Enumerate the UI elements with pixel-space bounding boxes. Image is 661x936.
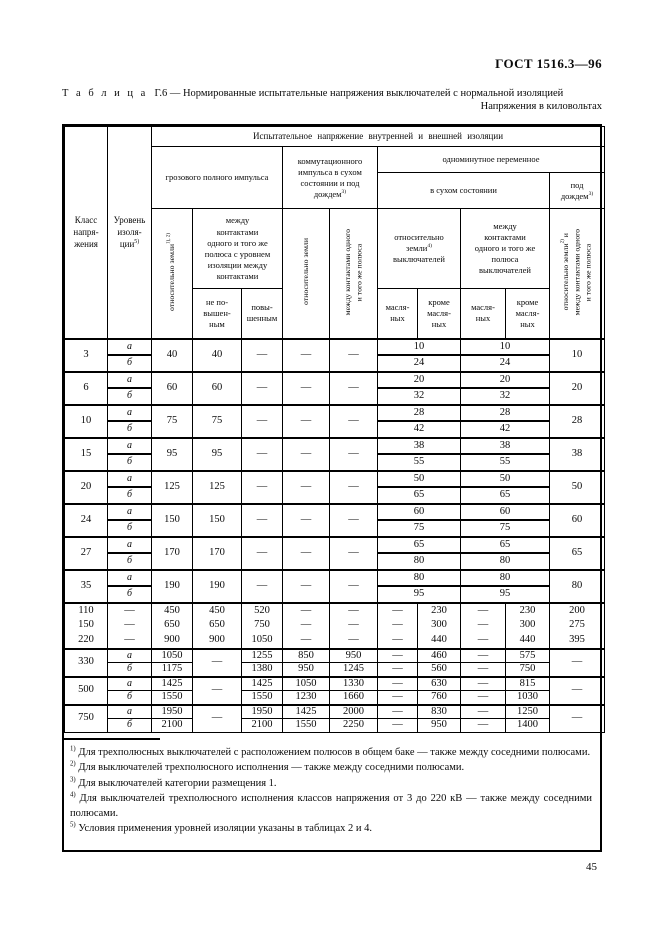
- table-cell: 24: [461, 355, 550, 372]
- table-cell: —: [283, 405, 330, 438]
- page-number: 45: [586, 860, 597, 873]
- units-note: Напряжения в киловольтах: [480, 101, 602, 113]
- insulation-level-cell: б: [108, 663, 152, 677]
- table-row: [65, 570, 605, 587]
- table-cell: —: [330, 504, 378, 537]
- table-caption: [62, 87, 602, 100]
- table-cell: 10: [461, 339, 550, 356]
- insulation-level-cell: б: [108, 487, 152, 504]
- table-cell: 55: [461, 454, 550, 471]
- table-cell: 1250: [506, 705, 550, 719]
- table-cell: 24: [378, 355, 461, 372]
- table-cell: 170: [152, 537, 193, 570]
- vertical-label: относительно земли$^{2)}$ и между контактами одного и того же полюса: [559, 228, 593, 316]
- table-cell: 50: [550, 471, 605, 504]
- voltage-class-cell: 500: [65, 677, 108, 705]
- table-row: [65, 471, 605, 488]
- table-cell: 150: [152, 504, 193, 537]
- table-cell: 460: [418, 649, 461, 663]
- table-cell: —: [283, 570, 330, 603]
- table-cell: 60: [152, 372, 193, 405]
- footnotes: [64, 738, 600, 850]
- insulation-level-cell: а: [108, 677, 152, 691]
- table-cell: 42: [461, 421, 550, 438]
- table-cell: 1175: [152, 663, 193, 677]
- table-header: [65, 127, 605, 339]
- table-cell: 80: [550, 570, 605, 603]
- table-cell: —: [242, 537, 283, 570]
- table-cell: 630: [418, 677, 461, 691]
- table-row: [65, 405, 605, 422]
- table-cell: —: [378, 691, 418, 705]
- table-cell: —: [330, 438, 378, 471]
- table-cell: —: [193, 677, 242, 705]
- table-cell: —: [242, 471, 283, 504]
- table-cell: 38: [378, 438, 461, 455]
- header-lightning-impulse: грозового полного импульса: [152, 147, 283, 209]
- insulation-level-cell: а: [108, 649, 152, 663]
- table-cell: —: [242, 339, 283, 372]
- table-cell: 1550: [242, 691, 283, 705]
- table-row: [65, 691, 605, 705]
- table-cell: 850: [283, 649, 330, 663]
- table-cell: 65: [461, 487, 550, 504]
- table-row: [65, 719, 605, 733]
- table-cell: — — —: [330, 603, 378, 649]
- table-cell: 2100: [152, 719, 193, 733]
- table-cell: 60: [461, 504, 550, 521]
- header-oil-breakers: масля- ных: [461, 289, 506, 339]
- header-switching-impulse: коммутационного импульса в сухом состоянии и под дождем$^{3)}$: [283, 147, 378, 209]
- table-cell: —: [242, 504, 283, 537]
- header-between-contacts-breakers: между контактами одного и того же полюса выключателей: [461, 209, 550, 289]
- table-row: [65, 504, 605, 521]
- table-cell: 1550: [283, 719, 330, 733]
- table-row: [65, 649, 605, 663]
- insulation-level-cell: а: [108, 438, 152, 455]
- standard-number: ГОСТ 1516.3—96: [495, 56, 602, 71]
- header-rel-ground-12: [152, 209, 193, 339]
- table-cell: —: [378, 677, 418, 691]
- table-cell: 20: [378, 372, 461, 389]
- table-cell: —: [378, 663, 418, 677]
- table-cell: 2250: [330, 719, 378, 733]
- table-cell: 575: [506, 649, 550, 663]
- insulation-level-cell: а: [108, 570, 152, 587]
- table-cell: 1050: [152, 649, 193, 663]
- table-cell: 75: [193, 405, 242, 438]
- footnote-list: [70, 746, 592, 837]
- table-cell: 28: [461, 405, 550, 422]
- vertical-label: между контактами одного и того же полюса: [343, 228, 364, 316]
- table-cell: —: [550, 677, 605, 705]
- table-cell: —: [461, 719, 506, 733]
- table-cell: 125: [193, 471, 242, 504]
- table-cell: 1425: [283, 705, 330, 719]
- table-row: [65, 705, 605, 719]
- footnote: $^{1)}$ Для трехполюсных выключателей с расположением полюсов в общем баке — также между соседними полюсами.: [70, 745, 591, 758]
- header-under-rain: под дождем$^{3)}$: [550, 173, 605, 209]
- table-cell: 815: [506, 677, 550, 691]
- header-rel-ground: [283, 209, 330, 339]
- table-cell: —: [461, 691, 506, 705]
- table-cell: 10: [550, 339, 605, 372]
- table-caption-label: Т а б л и ц а: [62, 88, 148, 99]
- header-main: Испытательное напряжение внутренней и внешней изоляции: [152, 127, 605, 147]
- header-row: [65, 127, 605, 147]
- table-cell: —: [550, 705, 605, 733]
- table-cell: —: [242, 372, 283, 405]
- table-cell: 230 300 440: [506, 603, 550, 649]
- table-cell: 28: [550, 405, 605, 438]
- table-body: [65, 339, 605, 733]
- footnote: $^{3)}$ Для выключателей категории размещения 1.: [70, 776, 277, 789]
- table-cell: —: [283, 537, 330, 570]
- table-cell: 560: [418, 663, 461, 677]
- table-cell: 80: [461, 570, 550, 587]
- header-between-contacts: [330, 209, 378, 339]
- insulation-level-cell: а: [108, 504, 152, 521]
- header-dry-condition: в сухом состоянии: [378, 173, 550, 209]
- table-cell: —: [461, 663, 506, 677]
- footnote-separator: [64, 738, 160, 740]
- insulation-level-cell: б: [108, 355, 152, 372]
- voltage-class-cell: 15: [65, 438, 108, 471]
- insulation-level-cell: б: [108, 586, 152, 603]
- table-cell: 230 300 440: [418, 603, 461, 649]
- header-voltage-class: Класс напря- жения: [65, 127, 108, 339]
- vertical-label: относительно земли$^{1), 2)}$: [165, 232, 177, 311]
- table-row: [65, 603, 605, 649]
- table-cell: 950: [283, 663, 330, 677]
- table-cell: 32: [378, 388, 461, 405]
- table-cell: —: [283, 504, 330, 537]
- table-cell: 40: [152, 339, 193, 372]
- table-cell: —: [283, 471, 330, 504]
- table-cell: 65: [550, 537, 605, 570]
- table-cell: — — —: [283, 603, 330, 649]
- table-cell: —: [378, 719, 418, 733]
- table-cell: —: [330, 570, 378, 603]
- insulation-level-cell: б: [108, 388, 152, 405]
- table-caption-text: Г.6 — Нормированные испытательные напряжения выключателей с нормальной изоляцией: [154, 88, 564, 99]
- insulation-level-cell: б: [108, 454, 152, 471]
- table-cell: 1230: [283, 691, 330, 705]
- table-cell: 60: [378, 504, 461, 521]
- voltage-class-cell: 3: [65, 339, 108, 372]
- voltage-class-cell: 20: [65, 471, 108, 504]
- table-cell: —: [378, 649, 418, 663]
- table-row: [65, 537, 605, 554]
- insulation-level-cell: б: [108, 691, 152, 705]
- table-row: [65, 677, 605, 691]
- table-cell: 2000: [330, 705, 378, 719]
- voltage-class-cell: 10: [65, 405, 108, 438]
- table-cell: —: [242, 570, 283, 603]
- table-cell: 170: [193, 537, 242, 570]
- table-cell: —: [461, 677, 506, 691]
- table-cell: 1550: [152, 691, 193, 705]
- header-oil-breakers: масля- ных: [378, 289, 418, 339]
- voltage-class-cell: 35: [65, 570, 108, 603]
- table-cell: —: [283, 372, 330, 405]
- table-cell: 125: [152, 471, 193, 504]
- table-cell: 95: [193, 438, 242, 471]
- table-cell: —: [242, 438, 283, 471]
- table-cell: 55: [378, 454, 461, 471]
- table-cell: 28: [378, 405, 461, 422]
- table-row: [65, 339, 605, 356]
- voltage-class-cell: 6: [65, 372, 108, 405]
- table-cell: 20: [461, 372, 550, 389]
- table-cell: 75: [378, 520, 461, 537]
- table-cell: —: [283, 438, 330, 471]
- table-cell: 1030: [506, 691, 550, 705]
- table-cell: 2100: [242, 719, 283, 733]
- table-cell: — — —: [378, 603, 418, 649]
- voltage-class-cell: 330: [65, 649, 108, 677]
- table-cell: 1950: [242, 705, 283, 719]
- table-cell: 40: [193, 339, 242, 372]
- footnote: $^{5)}$ Условия применения уровней изоляции указаны в таблицах 2 и 4.: [70, 821, 373, 835]
- table-cell: 760: [418, 691, 461, 705]
- insulation-level-cell: б: [108, 520, 152, 537]
- vertical-label: относительно земли: [301, 238, 311, 306]
- table-cell: 1660: [330, 691, 378, 705]
- insulation-level-cell: а: [108, 372, 152, 389]
- header-insulation-level: Уровень изоля- ции$^{5)}$: [108, 127, 152, 339]
- table-cell: —: [193, 705, 242, 733]
- table-cell: 150: [193, 504, 242, 537]
- table-cell: 65: [378, 487, 461, 504]
- voltage-class-cell: 27: [65, 537, 108, 570]
- table-cell: 1330: [330, 677, 378, 691]
- footnote: $^{4)}$ Для выключателей трехполюсного исполнения классов напряжения от 3 до 220 кВ — также между соседними полюсами.: [70, 791, 592, 819]
- table-cell: 20: [550, 372, 605, 405]
- table-cell: 42: [378, 421, 461, 438]
- insulation-level-cell: а: [108, 537, 152, 554]
- insulation-level-cell: б: [108, 719, 152, 733]
- header-non-oil-breakers: кроме масля- ных: [418, 289, 461, 339]
- table-cell: 65: [378, 537, 461, 554]
- voltage-class-cell: 110 150 220: [65, 603, 108, 649]
- insulation-level-cell: а: [108, 405, 152, 422]
- table-cell: — — —: [461, 603, 506, 649]
- table-cell: —: [330, 339, 378, 372]
- voltage-table-frame: [62, 124, 602, 851]
- insulation-level-cell: а: [108, 705, 152, 719]
- table-cell: 38: [550, 438, 605, 471]
- table-cell: 60: [193, 372, 242, 405]
- voltage-class-cell: 750: [65, 705, 108, 733]
- header-raised: повы- шенным: [242, 289, 283, 339]
- table-cell: 1245: [330, 663, 378, 677]
- insulation-level-cell: а: [108, 471, 152, 488]
- table-row: [65, 372, 605, 389]
- table-cell: —: [550, 649, 605, 677]
- insulation-level-cell: а: [108, 339, 152, 356]
- table-cell: 950: [330, 649, 378, 663]
- table-cell: 75: [152, 405, 193, 438]
- header-not-raised: не по- вышен- ным: [193, 289, 242, 339]
- table-cell: 80: [378, 553, 461, 570]
- table-cell: 10: [378, 339, 461, 356]
- table-cell: 80: [461, 553, 550, 570]
- table-cell: 1050: [283, 677, 330, 691]
- insulation-level-cell: б: [108, 421, 152, 438]
- table-cell: 50: [378, 471, 461, 488]
- insulation-level-cell: б: [108, 553, 152, 570]
- table-cell: — — —: [108, 603, 152, 649]
- table-cell: 1950: [152, 705, 193, 719]
- table-cell: —: [461, 705, 506, 719]
- header-non-oil-breakers: кроме масля- ных: [506, 289, 550, 339]
- table-cell: —: [378, 705, 418, 719]
- table-cell: 1425: [152, 677, 193, 691]
- table-cell: 520 750 1050: [242, 603, 283, 649]
- table-cell: 95: [461, 586, 550, 603]
- table-cell: 50: [461, 471, 550, 488]
- table-cell: 95: [152, 438, 193, 471]
- table-cell: —: [193, 649, 242, 677]
- table-cell: 95: [378, 586, 461, 603]
- table-cell: 830: [418, 705, 461, 719]
- table-cell: 450 650 900: [152, 603, 193, 649]
- table-cell: —: [330, 471, 378, 504]
- table-cell: —: [283, 339, 330, 372]
- table-row: [65, 438, 605, 455]
- table-cell: —: [330, 405, 378, 438]
- table-cell: 1380: [242, 663, 283, 677]
- header-rain-vertical: [550, 209, 605, 339]
- table-cell: 32: [461, 388, 550, 405]
- table-cell: 200 275 395: [550, 603, 605, 649]
- table-cell: 1255: [242, 649, 283, 663]
- table-cell: 75: [461, 520, 550, 537]
- table-cell: —: [461, 649, 506, 663]
- footnote: $^{2)}$ Для выключателей трехполюсного исполнения — также между соседними полюсами.: [70, 760, 465, 774]
- table-cell: 80: [378, 570, 461, 587]
- header-between-contacts-level: между контактами одного и того же полюса с уровнем изоляции между контактами: [193, 209, 283, 289]
- table-cell: 38: [461, 438, 550, 455]
- header-rel-ground-breakers: относительно земли$^{4)}$ выключателей: [378, 209, 461, 289]
- table-cell: 1400: [506, 719, 550, 733]
- table-cell: 60: [550, 504, 605, 537]
- voltage-table: [64, 126, 605, 733]
- table-cell: —: [330, 537, 378, 570]
- table-cell: 950: [418, 719, 461, 733]
- table-cell: —: [330, 372, 378, 405]
- table-row: [65, 663, 605, 677]
- table-cell: 750: [506, 663, 550, 677]
- table-cell: 65: [461, 537, 550, 554]
- voltage-class-cell: 24: [65, 504, 108, 537]
- table-cell: 1425: [242, 677, 283, 691]
- table-cell: 190: [193, 570, 242, 603]
- table-cell: —: [242, 405, 283, 438]
- table-cell: 190: [152, 570, 193, 603]
- header-one-minute-ac: одноминутное переменное: [378, 147, 605, 173]
- table-cell: 450 650 900: [193, 603, 242, 649]
